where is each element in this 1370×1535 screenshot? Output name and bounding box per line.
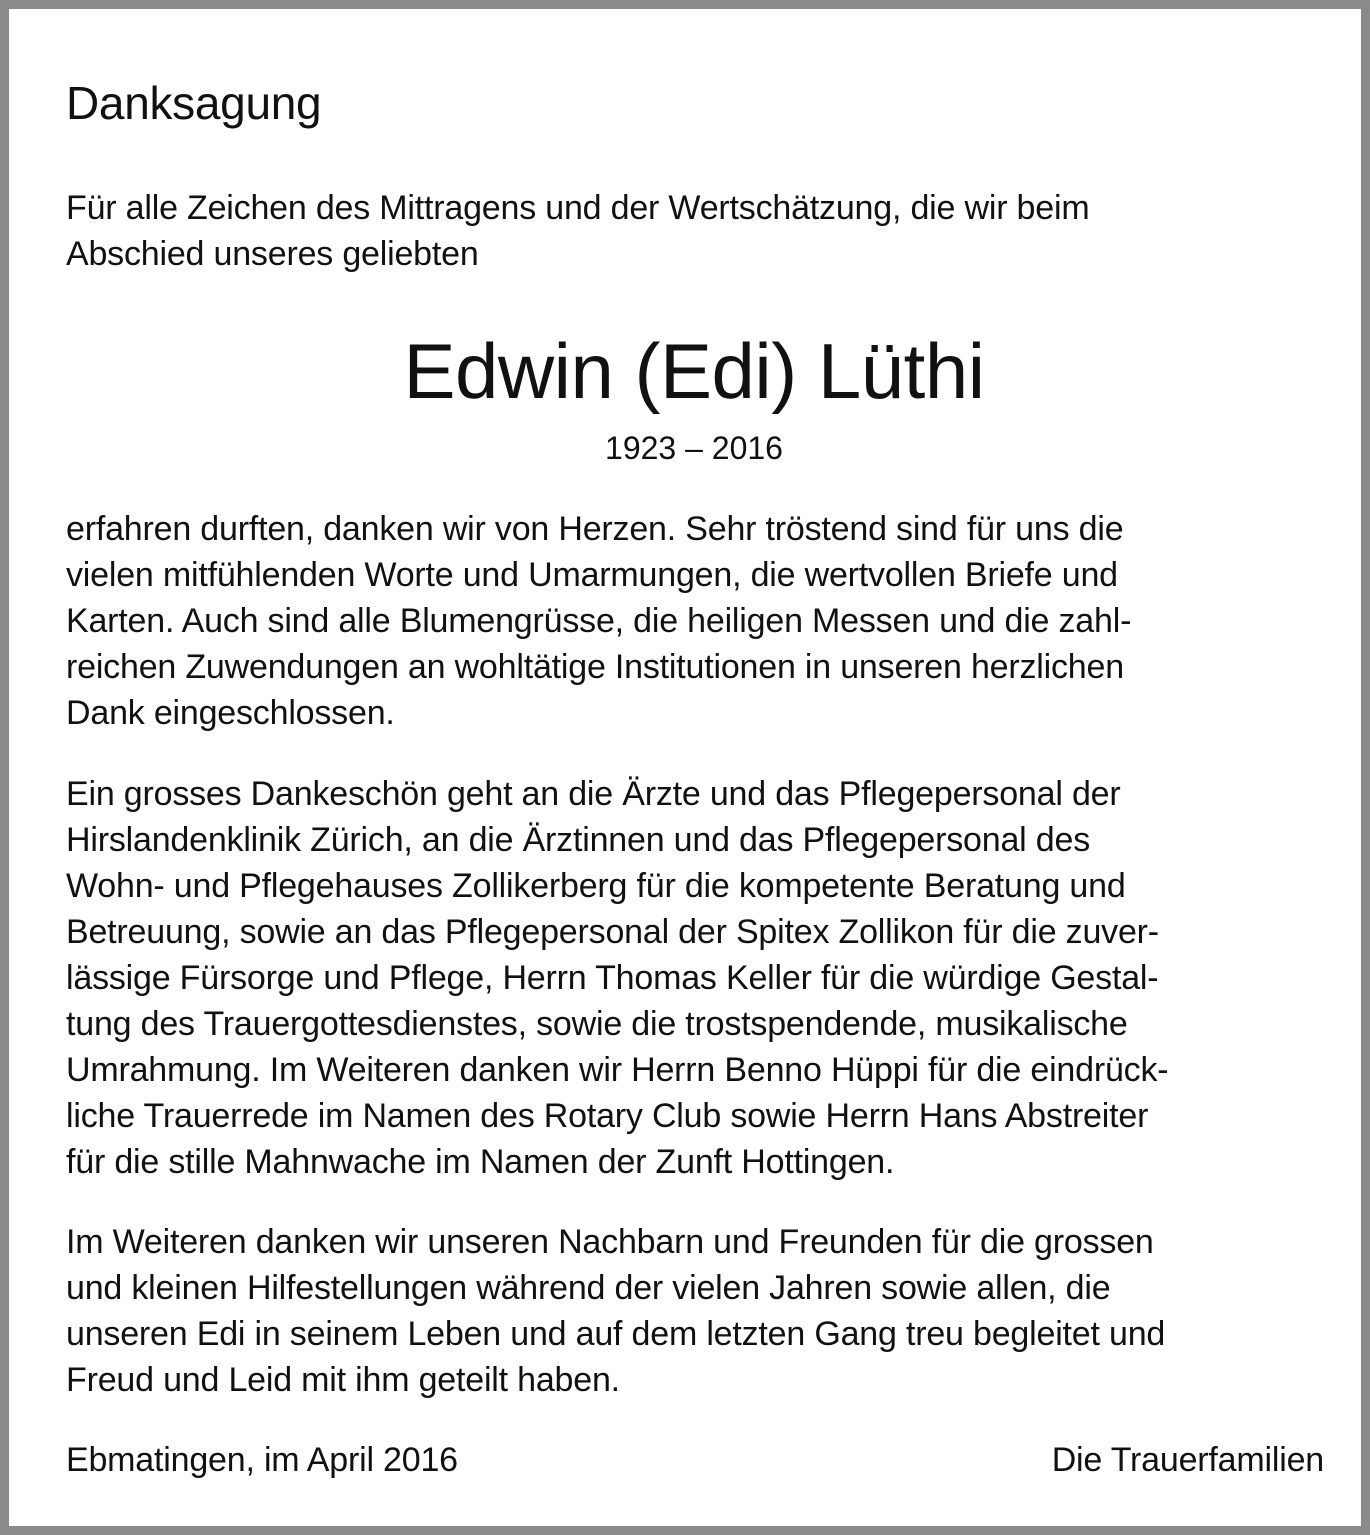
paragraph-line: erfahren durften, danken wir von Herzen. Sehr tröstend sind für uns die (66, 510, 1124, 548)
place-date: Ebmatingen, im April 2016 (66, 1441, 458, 1479)
paragraph-line: lässige Fürsorge und Pflege, Herrn Thomas Keller für die würdige Gestal- (66, 959, 1159, 997)
paragraph-care-thanks (66, 771, 1336, 1185)
paragraph-line: Hirslandenklinik Zürich, an die Ärztinnen und das Pflegepersonal des (66, 821, 1090, 859)
signature: Die Trauerfamilien (1051, 1441, 1324, 1479)
paragraph-line: Karten. Auch sind alle Blumengrüsse, die heiligen Messen und die zahl- (66, 602, 1132, 640)
intro-line: Für alle Zeichen des Mittragens und der Wertschätzung, die wir beim (66, 189, 1090, 227)
intro-text (66, 185, 1326, 277)
paragraph-line: und kleinen Hilfestellungen während der vielen Jahren sowie allen, die (66, 1269, 1111, 1307)
paragraph-line: Im Weiteren danken wir unseren Nachbarn und Freunden für die grossen (66, 1223, 1154, 1261)
paragraph-line: reichen Zuwendungen an wohltätige Institutionen in unseren herzlichen (66, 648, 1124, 686)
deceased-name: Edwin (Edi) Lüthi (403, 327, 985, 415)
paragraph-line: Wohn- und Pflegehauses Zollikerberg für die kompetente Beratung und (66, 867, 1126, 905)
paragraph-line: vielen mitfühlenden Worte und Umarmungen, die wertvollen Briefe und (66, 556, 1118, 594)
paragraph-line: liche Trauerrede im Namen des Rotary Club sowie Herrn Hans Abstreiter (66, 1097, 1149, 1135)
life-years: 1923 – 2016 (605, 430, 783, 466)
paragraph-friends-thanks (66, 1219, 1336, 1403)
paragraph-line: Dank eingeschlossen. (66, 694, 395, 732)
paragraph-line: Umrahmung. Im Weiteren danken wir Herrn Benno Hüppi für die eindrück- (66, 1051, 1169, 1089)
paragraph-line: Freud und Leid mit ihm geteilt haben. (66, 1361, 620, 1399)
paragraph-line: unseren Edi in seinem Leben und auf dem letzten Gang treu begleitet und (66, 1315, 1166, 1353)
paragraph-line: Ein grosses Dankeschön geht an die Ärzte und das Pflegepersonal der (66, 775, 1121, 813)
paragraph-thanks (66, 506, 1336, 736)
paragraph-line: Betreuung, sowie an das Pflegepersonal der Spitex Zollikon für die zuver- (66, 913, 1159, 951)
paragraph-line: tung des Trauergottesdienstes, sowie die trostspendende, musikalische (66, 1005, 1128, 1043)
intro-line: Abschied unseres geliebten (66, 235, 479, 273)
paragraph-line: für die stille Mahnwache im Namen der Zunft Hottingen. (66, 1143, 895, 1181)
notice-heading: Danksagung (66, 77, 322, 129)
